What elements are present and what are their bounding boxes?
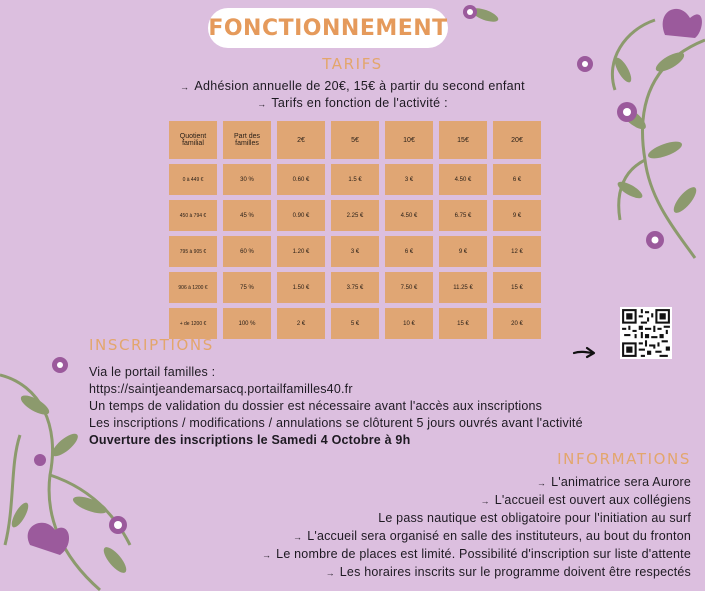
arrow-bullet-icon: → xyxy=(261,549,272,560)
page-title: FONCTIONNEMENT xyxy=(208,8,448,48)
arrow-bullet-icon: → xyxy=(293,531,303,542)
list-item: Le pass nautique est obligatoire pour l'initiation au surf xyxy=(378,511,691,526)
list-item: → L'accueil est ouvert aux collégiens xyxy=(480,493,691,508)
tarifs-activity-line: → Tarifs en fonction de l'activité : xyxy=(257,96,448,110)
table-header-row xyxy=(169,121,541,159)
table-cell: 15 € xyxy=(493,272,541,303)
table-cell: 6 € xyxy=(385,236,433,267)
table-header-cell: Quotient familial xyxy=(169,121,217,159)
inscriptions-line: Les inscriptions / modifications / annulations se clôturent 5 jours ouvrés avant l'activité xyxy=(89,416,583,430)
table-cell: 75 % xyxy=(223,272,271,303)
informations-heading: INFORMATIONS xyxy=(557,450,691,468)
arrow-bullet-icon: → xyxy=(536,478,547,488)
table-row xyxy=(169,308,541,339)
arrow-pointer-icon xyxy=(572,344,598,360)
inscriptions-body xyxy=(89,364,583,449)
informations-list xyxy=(262,474,691,582)
inscriptions-heading: INSCRIPTIONS xyxy=(89,336,214,354)
table-cell: 9 € xyxy=(439,236,487,267)
table-cell: 906 à 1200 € xyxy=(169,272,217,303)
table-cell: 7.50 € xyxy=(385,272,433,303)
arrow-bullet-icon: → xyxy=(180,82,190,92)
arrow-bullet-icon: → xyxy=(480,496,490,507)
table-cell: 6.75 € xyxy=(439,200,487,231)
list-item: → L'accueil sera organisé en salle des instituteurs, au bout du fronton xyxy=(293,528,691,543)
table-cell: 60 % xyxy=(223,236,271,267)
table-cell: 450 à 794 € xyxy=(169,200,217,231)
table-cell: 30 % xyxy=(223,164,271,195)
table-cell: 5 € xyxy=(331,308,379,339)
table-cell: 45 % xyxy=(223,200,271,231)
arrow-bullet-icon: → xyxy=(325,568,335,579)
table-cell: + de 1200 € xyxy=(169,308,217,339)
table-cell: 6 € xyxy=(493,164,541,195)
table-cell: 1.5 € xyxy=(331,164,379,195)
table-cell: 11.25 € xyxy=(439,272,487,303)
table-cell: 1.20 € xyxy=(277,236,325,267)
table-cell: 0 à 449 € xyxy=(169,164,217,195)
table-cell: 0.90 € xyxy=(277,200,325,231)
table-cell: 2.25 € xyxy=(331,200,379,231)
table-cell: 0.60 € xyxy=(277,164,325,195)
table-header-cell: Part des familles xyxy=(223,121,271,159)
arrow-bullet-icon: → xyxy=(257,99,267,109)
table-cell: 1.50 € xyxy=(277,272,325,303)
table-header-cell: 15€ xyxy=(439,121,487,159)
table-header-cell: 2€ xyxy=(277,121,325,159)
list-item: → Le nombre de places est limité. Possibilité d'inscription sur liste d'attente xyxy=(261,546,691,561)
table-cell: 3 € xyxy=(385,164,433,195)
list-item: → L'animatrice sera Aurore xyxy=(536,475,691,489)
table-cell: 795 à 905 € xyxy=(169,236,217,267)
table-cell: 15 € xyxy=(439,308,487,339)
table-header-cell: 20€ xyxy=(493,121,541,159)
table-row xyxy=(169,236,541,267)
table-cell: 10 € xyxy=(385,308,433,339)
table-cell: 3 € xyxy=(331,236,379,267)
inscriptions-opening-date: Ouverture des inscriptions le Samedi 4 Octobre à 9h xyxy=(89,433,411,447)
table-cell: 9 € xyxy=(493,200,541,231)
table-cell: 4.50 € xyxy=(385,200,433,231)
table-cell: 2 € xyxy=(277,308,325,339)
portal-link[interactable]: https://saintjeandemarsacq.portailfamilles40.fr xyxy=(89,382,353,396)
table-cell: 3.75 € xyxy=(331,272,379,303)
tarifs-table xyxy=(163,116,547,344)
table-cell: 12 € xyxy=(493,236,541,267)
inscriptions-line: Un temps de validation du dossier est nécessaire avant l'accès aux inscriptions xyxy=(89,399,543,413)
inscriptions-line: Via le portail familles : xyxy=(89,365,216,379)
qr-code-icon[interactable] xyxy=(620,307,672,359)
table-cell: 20 € xyxy=(493,308,541,339)
table-row xyxy=(169,164,541,195)
table-header-cell: 5€ xyxy=(331,121,379,159)
table-cell: 100 % xyxy=(223,308,271,339)
table-row xyxy=(169,272,541,303)
table-header-cell: 10€ xyxy=(385,121,433,159)
list-item: → Les horaires inscrits sur le programme doivent être respectés xyxy=(325,565,691,580)
table-cell: 4.50 € xyxy=(439,164,487,195)
table-row xyxy=(169,200,541,231)
adhesion-line: → Adhésion annuelle de 20€, 15€ à partir du second enfant xyxy=(180,79,525,93)
tarifs-heading: TARIFS xyxy=(322,55,383,73)
